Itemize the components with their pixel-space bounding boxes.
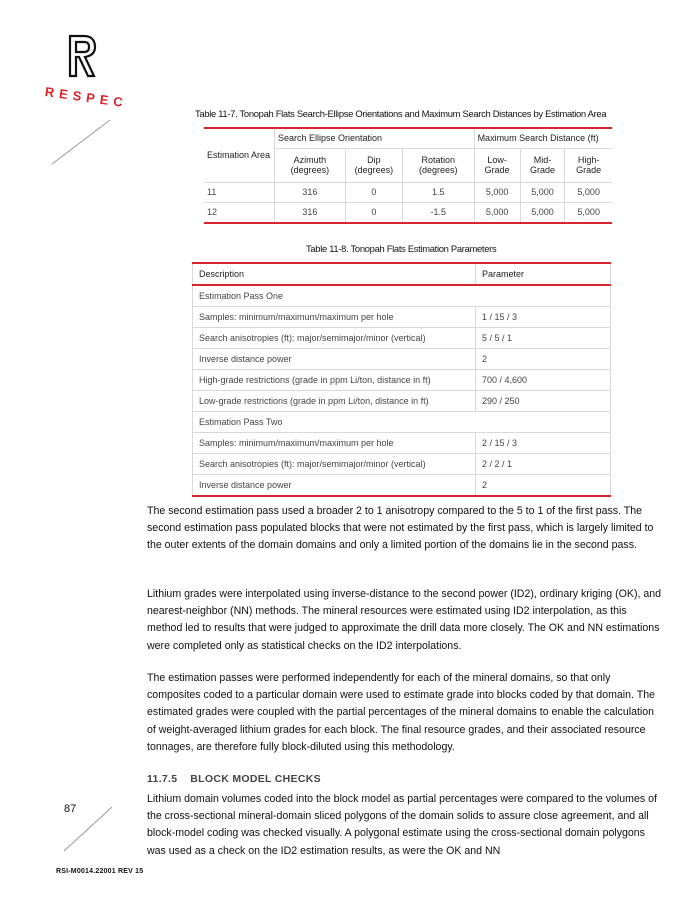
table1-cell: 316 (275, 182, 346, 202)
table2-cell: Low-grade restrictions (grade in ppm Li/ton, distance in ft) (193, 391, 476, 412)
document-id: RSI-M0014.22001 REV 15 (56, 868, 144, 875)
table1-cell: 5,000 (565, 182, 612, 202)
decorative-divider-top (50, 118, 112, 166)
table2-cell: Inverse distance power (193, 349, 476, 370)
table-row (193, 475, 611, 497)
table-row (204, 182, 612, 202)
table2-cell: 2 / 2 / 1 (476, 454, 611, 475)
table1-cell: 0 (345, 202, 402, 223)
estimation-parameters-table (192, 262, 611, 497)
table1-col-low-grade: Low-Grade (474, 148, 520, 182)
table1-header-distance: Maximum Search Distance (ft) (474, 128, 612, 148)
table2-cell: 5 / 5 / 1 (476, 328, 611, 349)
table-row (193, 433, 611, 454)
table1-cell: 316 (275, 202, 346, 223)
table1-cell: 5,000 (474, 202, 520, 223)
table2-cell: 2 (476, 475, 611, 497)
table2-cell: Search anisotropies (ft): major/semimajor/minor (vertical) (193, 454, 476, 475)
table1-cell: 11 (204, 182, 275, 202)
table1-cell: 0 (345, 182, 402, 202)
table1-col-rotation: Rotation (degrees) (402, 148, 474, 182)
table2-cell: 290 / 250 (476, 391, 611, 412)
table2-cell: High-grade restrictions (grade in ppm Li/ton, distance in ft) (193, 370, 476, 391)
respec-logo-mark-icon (64, 34, 98, 78)
table-row (193, 391, 611, 412)
table-row (193, 412, 611, 433)
table2-cell: 2 / 15 / 3 (476, 433, 611, 454)
section-heading (147, 773, 321, 785)
table1-cell: 5,000 (520, 202, 565, 223)
table1-cell: 12 (204, 202, 275, 223)
table-row (193, 307, 611, 328)
table1-cell: 1.5 (402, 182, 474, 202)
table2-section-row: Estimation Pass One (193, 285, 611, 307)
paragraph-second-pass: The second estimation pass used a broader 2 to 1 anisotropy compared to the 5 to 1 of the first pass. The second estimation pass populated blocks that were not estimated by the first pass, which is largely limited to the outer extents of the domain domains and only a limited portion of the domains lie in the second pass. (147, 505, 654, 552)
table2-cell: 700 / 4,600 (476, 370, 611, 391)
table1-header-orientation: Search Ellipse Orientation (275, 128, 475, 148)
table-row (193, 328, 611, 349)
paragraph-estimation-passes: The estimation passes were performed independently for each of the mineral domains, so that only composites coded to a particular domain were used to estimate grade into blocks coded by that domain. The estimated grades were coupled with the partial percentages of the mineral domains to enable the calculation of weight-averaged lithium grades for each block. The final resource grades, and their associated resource tonnages, are therefore fully block-diluted using this methodology. (147, 672, 656, 753)
table2-cell: Search anisotropies (ft): major/semimajor/minor (vertical) (193, 328, 476, 349)
table2-cell: Samples: minimum/maximum/maximum per hole (193, 307, 476, 328)
table-row (204, 202, 612, 223)
table1-cell: 5,000 (565, 202, 612, 223)
paragraph-interpolation: Lithium grades were interpolated using inverse-distance to the second power (ID2), ordinary kriging (OK), and nearest-neighbor (NN) methods. The mineral resources were estimated using ID2 interpolation, as this method led to results that were judged to approximate the drill data more closely. The OK and NN estimations were completed only as statistical checks on the ID2 interpolations. (147, 588, 662, 652)
table1-col-dip: Dip (degrees) (345, 148, 402, 182)
table-row (193, 285, 611, 307)
table2-header-description: Description (193, 263, 476, 285)
table-row (193, 454, 611, 475)
table2-cell: 1 / 15 / 3 (476, 307, 611, 328)
table1-cell: 5,000 (474, 182, 520, 202)
table2-section-row: Estimation Pass Two (193, 412, 611, 433)
brand-logo-text: RESPEC (43, 84, 129, 111)
table2-cell: 2 (476, 349, 611, 370)
table1-col-high-grade: High-Grade (565, 148, 612, 182)
table2-caption: Table 11-8. Tonopah Flats Estimation Parameters (306, 243, 497, 254)
table1-col-mid-grade: Mid-Grade (520, 148, 565, 182)
section-title: BLOCK MODEL CHECKS (190, 773, 321, 785)
table1-header-area: Estimation Area (204, 128, 275, 182)
table1-col-azimuth: Azimuth (degrees) (275, 148, 346, 182)
page-number: 87 (64, 803, 77, 815)
section-number: 11.7.5 (147, 773, 178, 785)
table2-cell: Samples: minimum/maximum/maximum per hole (193, 433, 476, 454)
table1-cell: -1.5 (402, 202, 474, 223)
table2-header-parameter: Parameter (476, 263, 611, 285)
search-ellipse-table (204, 127, 612, 224)
paragraph-block-model-checks: Lithium domain volumes coded into the block model as partial percentages were compared to the volumes of the cross-sectional mineral-domain sliced polygons of the domain solids to assure close agreement, and all block-model coding was checked visually. A polygonal estimate using the cross-sectional domain polygons was used as a check on the ID2 estimation results, as were the OK and NN (147, 793, 657, 857)
table1-caption: Table 11-7. Tonopah Flats Search-Ellipse Orientations and Maximum Search Distances by Estimation Area (195, 108, 607, 119)
table2-cell: Inverse distance power (193, 475, 476, 497)
table1-cell: 5,000 (520, 182, 565, 202)
table-row (193, 349, 611, 370)
table-row (193, 370, 611, 391)
